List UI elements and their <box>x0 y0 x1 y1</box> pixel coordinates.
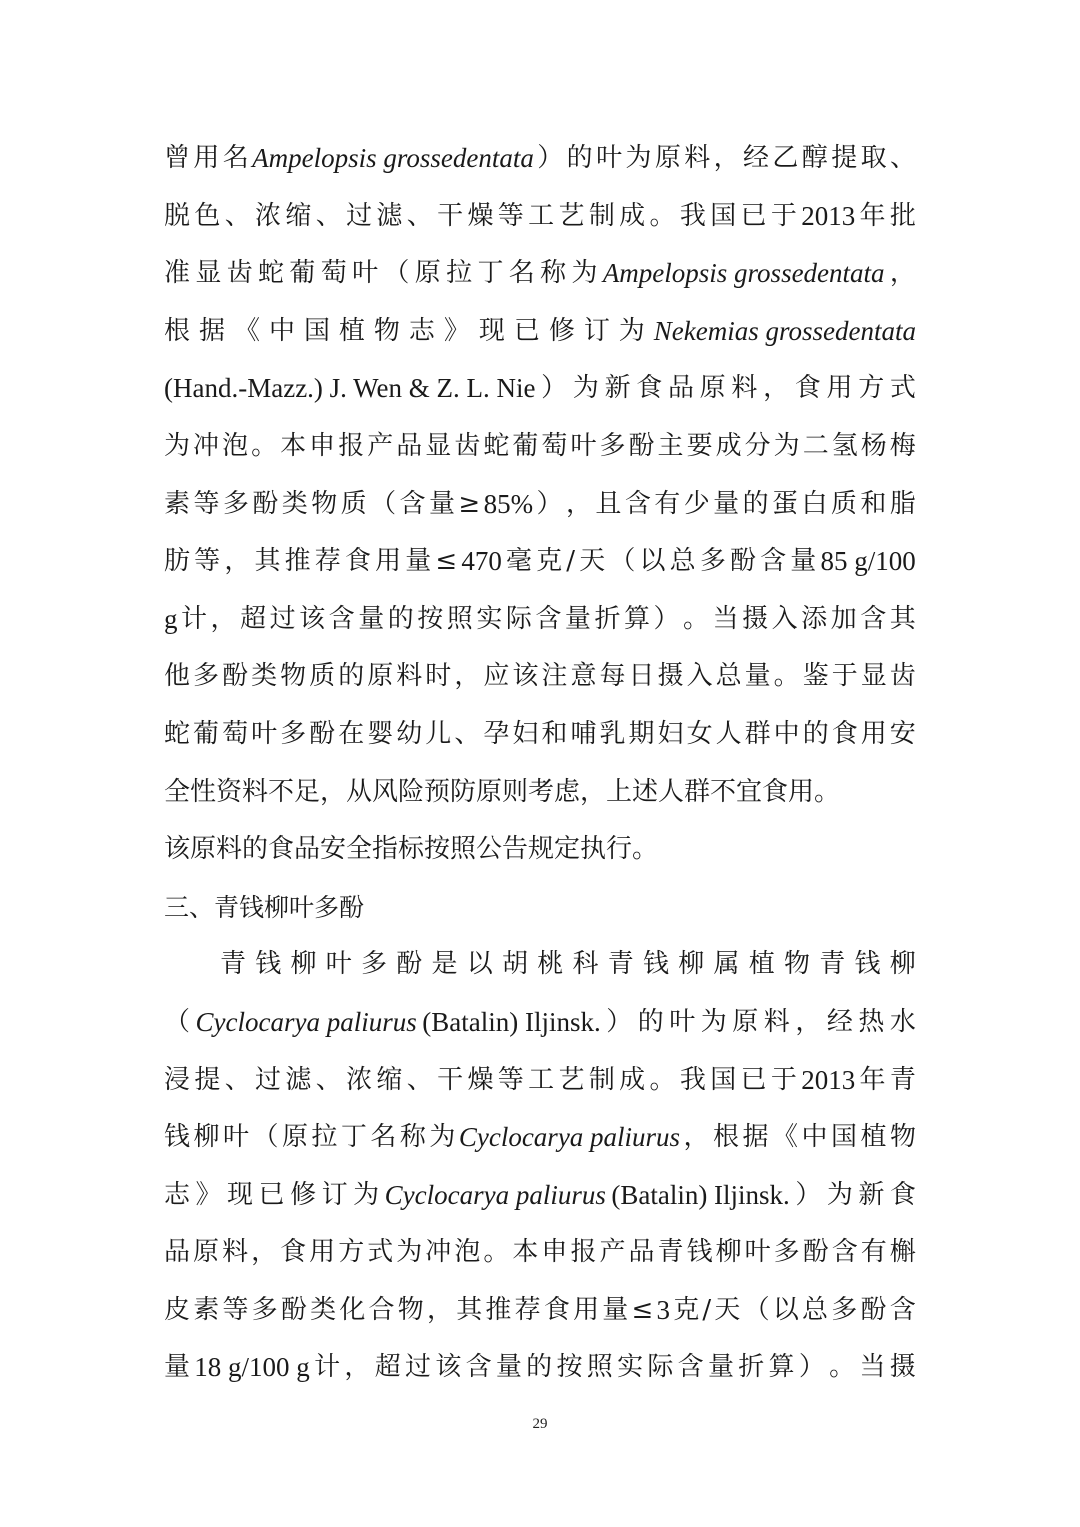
latin-text: (Batalin) Iljinsk. <box>422 1006 601 1037</box>
latin-text: 470 <box>461 546 502 577</box>
text-line: 为 冲 泡 。 本 申 报 产 品 显 齿 蛇 葡 萄 叶 多 酚 主 要 成 分 为 二 氢 杨 梅 <box>164 430 916 461</box>
latin-text: (Hand.-Mazz.) J. Wen & Z. L. Nie <box>164 373 536 404</box>
text-line: 浸 提 、 过 滤 、 浓 缩 、 干 燥 等 工 艺 制 成 。 我 国 已 于 2013 年 青 <box>164 1052 916 1110</box>
text-line: 肪 等 ， 其 推 荐 食 用 量 ≤ 470 毫 克 / 天 （ 以 总 多 酚 含 量 85 g/100 <box>164 533 916 591</box>
text-line: 量 18 g/100 g 计 ， 超 过 该 含 量 的 按 照 实 际 含 量 折 算 ） 。 当 摄 <box>164 1339 916 1397</box>
text-run: 该原料的食品安全指标按照公告规定执行。 <box>164 834 659 865</box>
text-run: 全性资料不足，从风险预防原则考虑，上述人群不宜食用。 <box>164 776 841 807</box>
text-line: 曾 用 名 Ampelopsis grossedentata ） 的 叶 为 原 料 ， 经 乙 醇 提 取 、 <box>164 130 916 188</box>
text-line: 准 显 齿 蛇 葡 萄 叶 （ 原 拉 丁 名 称 为 Ampelopsis grossedentata ， <box>164 245 916 303</box>
latin-text: 85 g/100 <box>820 546 916 577</box>
text-line: 青 钱 柳 叶 多 酚 是 以 胡 桃 科 青 钱 柳 属 植 物 青 钱 柳 <box>220 949 916 980</box>
latin-text: 3 <box>656 1294 670 1325</box>
latin-text: 85% <box>483 488 534 519</box>
text-line: g 计 ， 超 过 该 含 量 的 按 照 实 际 含 量 折 算 ） 。 当 摄 入 添 加 含 其 <box>164 591 916 649</box>
text-line: 品 原 料 ， 食 用 方 式 为 冲 泡 。 本 申 报 产 品 青 钱 柳 叶 多 酚 含 有 槲 <box>164 1237 916 1268</box>
body-text <box>164 130 916 1397</box>
latin-name: Nekemias grossedentata <box>653 315 916 346</box>
text-line: 志 》 现 已 修 订 为 Cyclocarya paliurus (Batalin) Iljinsk. ） 为 新 食 <box>164 1167 916 1225</box>
text-line: 钱 柳 叶 （ 原 拉 丁 名 称 为 Cyclocarya paliurus ， 根 据 《 中 国 植 物 <box>164 1109 916 1167</box>
text-line: 脱 色 、 浓 缩 、 过 滤 、 干 燥 等 工 艺 制 成 。 我 国 已 于 2013 年 批 <box>164 188 916 246</box>
latin-name: Cyclocarya paliurus <box>384 1179 606 1210</box>
latin-text: g <box>164 603 178 634</box>
latin-name: Ampelopsis grossedentata <box>602 258 885 289</box>
latin-text: 2013 <box>801 200 856 231</box>
latin-name: Ampelopsis grossedentata <box>252 143 534 173</box>
text-line: （ Cyclocarya paliurus (Batalin) Iljinsk. ） 的 叶 为 原 料 ， 经 热 水 <box>164 994 916 1052</box>
text-run: 三、青钱柳叶多酚 <box>164 892 365 922</box>
text-line: 他 多 酚 类 物 质 的 原 料 时 ， 应 该 注 意 每 日 摄 入 总 量 。 鉴 于 显 齿 <box>164 661 916 692</box>
text-line: (Hand.-Mazz.) J. Wen & Z. L. Nie ） 为 新 食 品 原 料 ， 食 用 方 式 <box>164 360 916 418</box>
text-line: 蛇 葡 萄 叶 多 酚 在 婴 幼 儿 、 孕 妇 和 哺 乳 期 妇 女 人 群 中 的 食 用 安 <box>164 718 916 749</box>
section-heading <box>164 879 916 937</box>
text-line <box>164 821 916 879</box>
latin-name: Cyclocarya paliurus <box>195 1006 417 1037</box>
text-line: 素 等 多 酚 类 物 质 （ 含 量 ≥ 85% ） ， 且 含 有 少 量 的 蛋 白 质 和 脂 <box>164 476 916 534</box>
text-line <box>164 764 916 822</box>
latin-text: 18 g/100 g <box>194 1352 310 1383</box>
latin-text: 2013 <box>801 1064 856 1095</box>
text-line: 皮 素 等 多 酚 类 化 合 物 ， 其 推 荐 食 用 量 ≤ 3 克 / 天 （ 以 总 多 酚 含 <box>164 1282 916 1340</box>
text-line: 根 据 《 中 国 植 物 志 》 现 已 修 订 为 Nekemias grossedentata <box>164 303 916 361</box>
latin-text: (Batalin) Iljinsk. <box>611 1179 790 1210</box>
page-number: 29 <box>532 1416 548 1432</box>
latin-name: Cyclocarya paliurus <box>458 1122 681 1153</box>
